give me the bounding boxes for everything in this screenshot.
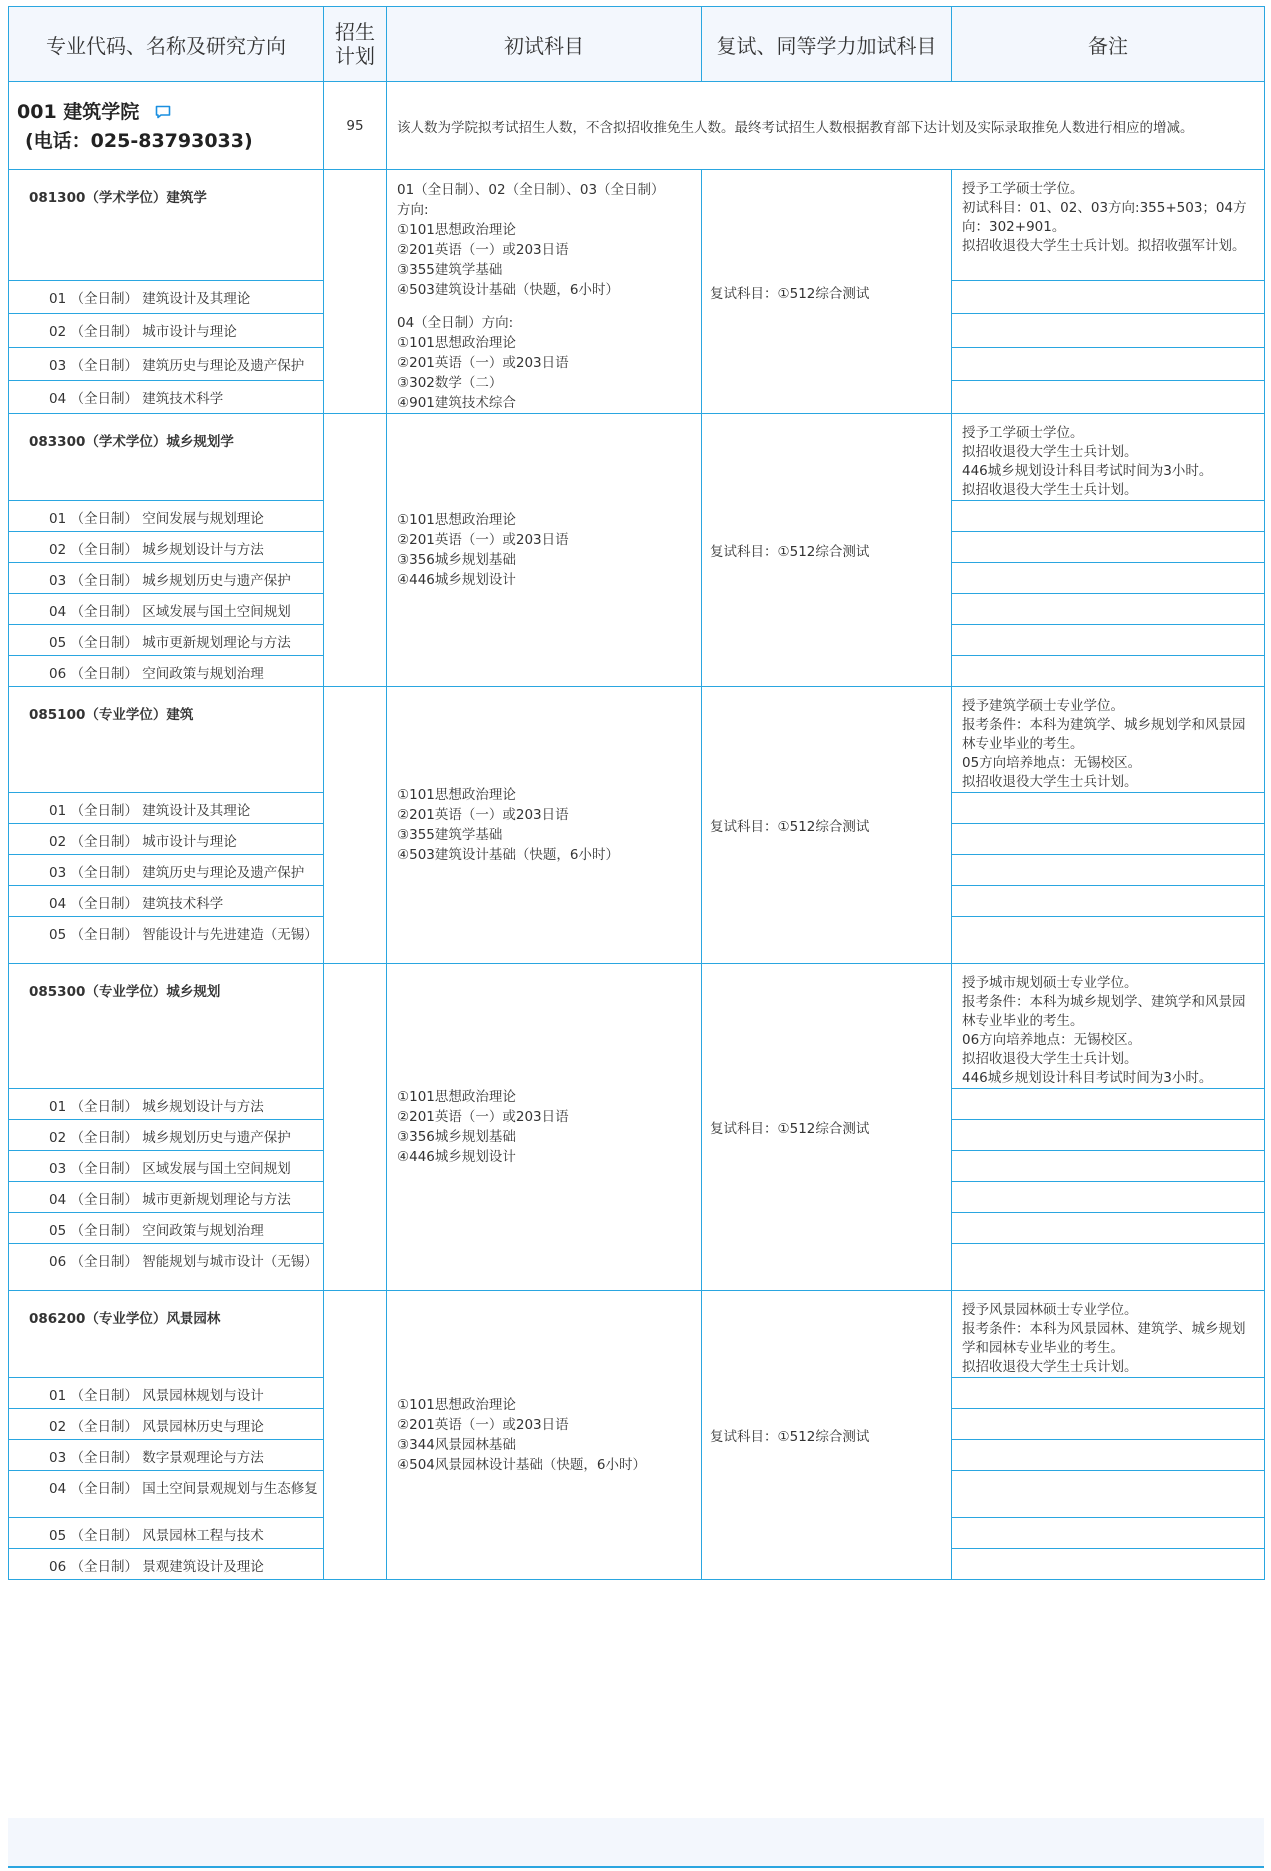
direction-remark <box>952 1440 1265 1471</box>
subject-line: ②201英语（一）或203日语 <box>397 242 569 258</box>
direction-item: 05 （全日制） 智能设计与先进建造（无锡） <box>9 917 324 964</box>
remark-line: 拟招收退役大学生士兵计划。 <box>962 774 1138 790</box>
direction-remark <box>952 532 1265 563</box>
major-plan <box>324 1291 387 1580</box>
direction-remark <box>952 1213 1265 1244</box>
direction-item: 05 （全日制） 空间政策与规划治理 <box>9 1213 324 1244</box>
remark-line: 拟招收退役大学生士兵计划。 <box>962 444 1138 460</box>
subject-line: ④503建筑设计基础（快题，6小时） <box>397 847 619 863</box>
direction-remark <box>952 793 1265 824</box>
major-row <box>9 687 1265 793</box>
direction-remark <box>952 1471 1265 1518</box>
initial-subjects <box>387 687 702 964</box>
direction-remark <box>952 1518 1265 1549</box>
subject-line: ④503建筑设计基础（快题，6小时） <box>397 282 619 298</box>
direction-remark <box>952 886 1265 917</box>
header-retest-subjects: 复试、同等学力加试科目 <box>702 7 952 82</box>
direction-remark <box>952 347 1265 380</box>
subject-line: ④446城乡规划设计 <box>397 1149 516 1165</box>
direction-remark <box>952 1378 1265 1409</box>
header-row <box>9 7 1265 82</box>
major-remark <box>952 687 1265 793</box>
subject-line: ①101思想政治理论 <box>397 335 516 351</box>
remark-line: 446城乡规划设计科目考试时间为3小时。 <box>962 463 1213 479</box>
direction-item: 04 （全日制） 城市更新规划理论与方法 <box>9 1182 324 1213</box>
college-plan: 95 <box>324 82 387 170</box>
major-row <box>9 170 1265 281</box>
direction-remark <box>952 1120 1265 1151</box>
subject-line: ①101思想政治理论 <box>397 222 516 238</box>
direction-remark <box>952 501 1265 532</box>
subject-line: ③355建筑学基础 <box>397 827 503 843</box>
direction-remark <box>952 1549 1265 1580</box>
direction-remark <box>952 1409 1265 1440</box>
major-remark <box>952 170 1265 281</box>
header-initial-subjects: 初试科目 <box>387 7 702 82</box>
college-row <box>9 82 1265 170</box>
major-row <box>9 1291 1265 1378</box>
direction-remark <box>952 380 1265 413</box>
college-info <box>9 82 324 170</box>
major-title: 085100（专业学位）建筑 <box>9 687 324 793</box>
header-plan: 招生 计划 <box>324 7 387 82</box>
direction-remark <box>952 563 1265 594</box>
header-remark: 备注 <box>952 7 1265 82</box>
direction-item: 04 （全日制） 建筑技术科学 <box>9 886 324 917</box>
remark-line: 拟招收退役大学生士兵计划。 <box>962 1359 1138 1375</box>
retest-subjects: 复试科目：①512综合测试 <box>702 1291 952 1580</box>
remark-line: 林专业毕业的考生。 <box>962 736 1084 752</box>
direction-item: 03 （全日制） 建筑历史与理论及遗产保护 <box>9 347 324 380</box>
direction-remark <box>952 594 1265 625</box>
direction-item: 06 （全日制） 空间政策与规划治理 <box>9 656 324 687</box>
subject-line: ③302数学（二） <box>397 375 503 391</box>
direction-item: 01 （全日制） 建筑设计及其理论 <box>9 281 324 314</box>
subject-line: ①101思想政治理论 <box>397 787 516 803</box>
remark-line: 报考条件：本科为建筑学、城乡规划学和风景园 <box>962 717 1246 733</box>
direction-remark <box>952 1182 1265 1213</box>
direction-remark <box>952 281 1265 314</box>
direction-remark <box>952 314 1265 347</box>
direction-item: 02 （全日制） 城市设计与理论 <box>9 824 324 855</box>
remark-line: 06方向培养地点：无锡校区。 <box>962 1032 1142 1048</box>
direction-item: 03 （全日制） 数字景观理论与方法 <box>9 1440 324 1471</box>
college-name: 001 建筑学院 <box>17 101 140 123</box>
subject-line: ②201英语（一）或203日语 <box>397 1417 569 1433</box>
direction-item: 02 （全日制） 城乡规划设计与方法 <box>9 532 324 563</box>
subject-line: ③344风景园林基础 <box>397 1437 516 1453</box>
major-remark <box>952 1291 1265 1378</box>
direction-remark <box>952 855 1265 886</box>
subject-line: 方向: <box>397 202 429 218</box>
direction-item: 01 （全日制） 建筑设计及其理论 <box>9 793 324 824</box>
subject-line: ④504风景园林设计基础（快题，6小时） <box>397 1457 646 1473</box>
remark-line: 授予城市规划硕士专业学位。 <box>962 975 1138 991</box>
remark-line: 授予工学硕士学位。 <box>962 425 1084 441</box>
remark-line: 报考条件：本科为风景园林、建筑学、城乡规划 <box>962 1321 1246 1337</box>
direction-item: 06 （全日制） 景观建筑设计及理论 <box>9 1549 324 1580</box>
direction-item: 03 （全日制） 区域发展与国土空间规划 <box>9 1151 324 1182</box>
subject-line: 04（全日制）方向: <box>397 315 514 331</box>
major-row <box>9 414 1265 501</box>
subject-line: 01（全日制）、02（全日制）、03（全日制） <box>397 182 665 198</box>
major-plan <box>324 414 387 687</box>
major-row <box>9 964 1265 1089</box>
direction-item: 02 （全日制） 城市设计与理论 <box>9 314 324 347</box>
admissions-table <box>8 6 1265 1580</box>
chat-bubble-icon[interactable] <box>155 105 171 119</box>
subject-line: ①101思想政治理论 <box>397 1397 516 1413</box>
retest-subjects: 复试科目：①512综合测试 <box>702 687 952 964</box>
subject-line: ①101思想政治理论 <box>397 512 516 528</box>
subject-line: ③356城乡规划基础 <box>397 1129 516 1145</box>
major-plan <box>324 964 387 1291</box>
initial-subjects <box>387 964 702 1291</box>
remark-line: 报考条件：本科为城乡规划学、建筑学和风景园 <box>962 994 1246 1010</box>
direction-remark <box>952 625 1265 656</box>
major-plan <box>324 687 387 964</box>
subject-line: ①101思想政治理论 <box>397 1089 516 1105</box>
direction-remark <box>952 824 1265 855</box>
direction-item: 01 （全日制） 风景园林规划与设计 <box>9 1378 324 1409</box>
remark-line: 授予风景园林硕士专业学位。 <box>962 1302 1138 1318</box>
direction-item: 04 （全日制） 建筑技术科学 <box>9 380 324 413</box>
direction-item: 03 （全日制） 建筑历史与理论及遗产保护 <box>9 855 324 886</box>
major-title: 085300（专业学位）城乡规划 <box>9 964 324 1089</box>
college-phone: (电话：025-83793033) <box>25 130 253 152</box>
major-remark <box>952 964 1265 1089</box>
subject-line: ③356城乡规划基础 <box>397 552 516 568</box>
major-title: 083300（学术学位）城乡规划学 <box>9 414 324 501</box>
subject-line: ②201英语（一）或203日语 <box>397 532 569 548</box>
remark-line: 拟招收退役大学生士兵计划。 <box>962 1051 1138 1067</box>
remark-line: 学和园林专业毕业的考生。 <box>962 1340 1124 1356</box>
remark-line: 拟招收退役大学生士兵计划。 <box>962 482 1138 498</box>
direction-item: 05 （全日制） 风景园林工程与技术 <box>9 1518 324 1549</box>
direction-item: 04 （全日制） 国土空间景观规划与生态修复 <box>9 1471 324 1518</box>
remark-line: 05方向培养地点：无锡校区。 <box>962 755 1142 771</box>
direction-remark <box>952 1244 1265 1291</box>
initial-subjects <box>387 1291 702 1580</box>
table-footer <box>8 1818 1264 1868</box>
direction-item: 05 （全日制） 城市更新规划理论与方法 <box>9 625 324 656</box>
direction-item: 01 （全日制） 空间发展与规划理论 <box>9 501 324 532</box>
remark-line: 446城乡规划设计科目考试时间为3小时。 <box>962 1070 1213 1086</box>
subject-line: ②201英语（一）或203日语 <box>397 355 569 371</box>
subject-line: ②201英语（一）或203日语 <box>397 807 569 823</box>
direction-item: 01 （全日制） 城乡规划设计与方法 <box>9 1089 324 1120</box>
major-title: 081300（学术学位）建筑学 <box>9 170 324 281</box>
remark-line: 授予工学硕士学位。 <box>962 181 1084 197</box>
retest-subjects: 复试科目：①512综合测试 <box>702 170 952 414</box>
remark-line: 初试科目：01、02、03方向:355+503；04方 <box>962 200 1247 216</box>
direction-remark <box>952 656 1265 687</box>
major-remark <box>952 414 1265 501</box>
direction-item: 03 （全日制） 城乡规划历史与遗产保护 <box>9 563 324 594</box>
major-plan <box>324 170 387 414</box>
initial-subjects <box>387 414 702 687</box>
remark-line: 林专业毕业的考生。 <box>962 1013 1084 1029</box>
direction-item: 06 （全日制） 智能规划与城市设计（无锡） <box>9 1244 324 1291</box>
initial-subjects <box>387 170 702 414</box>
subject-line: ④901建筑技术综合 <box>397 395 516 411</box>
direction-remark <box>952 917 1265 964</box>
retest-subjects: 复试科目：①512综合测试 <box>702 964 952 1291</box>
direction-item: 04 （全日制） 区域发展与国土空间规划 <box>9 594 324 625</box>
direction-item: 02 （全日制） 风景园林历史与理论 <box>9 1409 324 1440</box>
subject-line: ③355建筑学基础 <box>397 262 503 278</box>
remark-line: 向：302+901。 <box>962 219 1066 235</box>
remark-line: 授予建筑学硕士专业学位。 <box>962 698 1124 714</box>
subject-line: ④446城乡规划设计 <box>397 572 516 588</box>
subject-line: ②201英语（一）或203日语 <box>397 1109 569 1125</box>
remark-line: 拟招收退役大学生士兵计划。拟招收强军计划。 <box>962 238 1246 254</box>
retest-subjects: 复试科目：①512综合测试 <box>702 414 952 687</box>
direction-remark <box>952 1089 1265 1120</box>
direction-item: 02 （全日制） 城乡规划历史与遗产保护 <box>9 1120 324 1151</box>
direction-remark <box>952 1151 1265 1182</box>
college-note: 该人数为学院拟考试招生人数，不含拟招收推免生人数。最终考试招生人数根据教育部下达计划及实际录取推免人数进行相应的增减。 <box>387 82 1265 170</box>
header-major: 专业代码、名称及研究方向 <box>9 7 324 82</box>
major-title: 086200（专业学位）风景园林 <box>9 1291 324 1378</box>
